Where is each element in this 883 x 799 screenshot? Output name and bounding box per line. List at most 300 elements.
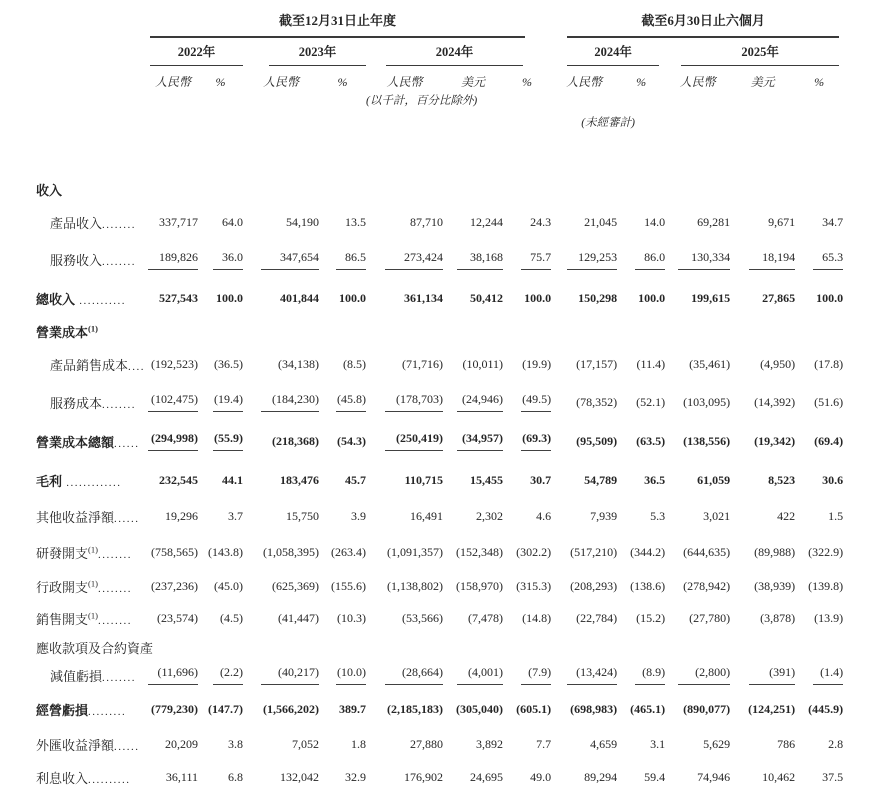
cell [665, 761, 730, 793]
cell-value: 1.5 [828, 509, 844, 523]
cell [730, 690, 795, 728]
cell [795, 660, 843, 690]
cell-value: 401,844 [280, 290, 319, 305]
cell-value: 59.4 [644, 769, 666, 784]
cell [551, 461, 617, 499]
footnote-ref: (1) [88, 544, 98, 555]
cell [551, 345, 617, 383]
cell-value: (23,574) [157, 610, 198, 625]
cell-value: 347,654 [261, 250, 319, 270]
dot-leader: ........... [75, 294, 127, 307]
cell-value: 37.5 [822, 769, 844, 784]
cell-value: (644,635) [683, 544, 731, 559]
cell [198, 499, 243, 534]
cell-value: (52.1) [636, 394, 666, 409]
cell [243, 728, 319, 761]
cell-value: (758,565) [151, 544, 198, 559]
cell [243, 570, 319, 602]
cell-value: (124,251) [748, 701, 796, 716]
cell [503, 570, 551, 602]
cell-value: (19.4) [213, 392, 243, 412]
table-row [36, 345, 843, 383]
cell [730, 383, 795, 421]
cell [551, 634, 617, 660]
period-annual-title: 截至12月31日止年度 [150, 10, 525, 38]
cell [319, 204, 366, 241]
cell-value: (4.5) [220, 610, 243, 625]
cell [148, 534, 198, 570]
cell-value: (55.9) [213, 431, 243, 451]
cell [319, 728, 366, 761]
dot-leader: ........ [97, 582, 132, 595]
cell [551, 174, 617, 204]
cell [148, 204, 198, 241]
unit-header: 人民幣 [679, 75, 716, 89]
row-label-text: 利息收入 [36, 770, 89, 786]
cell-value: (138.6) [630, 578, 666, 593]
cell [617, 728, 665, 761]
table-row [36, 570, 843, 602]
cell-value: 189,826 [148, 250, 198, 270]
cell-value: (13.9) [814, 610, 844, 625]
cell [617, 570, 665, 602]
unit-header-row [36, 66, 843, 92]
cell-value: (71,716) [402, 356, 443, 371]
cell [617, 602, 665, 634]
cell-value: (8.5) [343, 356, 366, 371]
cell-value: (78,352) [576, 394, 618, 409]
cell [503, 241, 551, 278]
cell [665, 602, 730, 634]
cell [617, 534, 665, 570]
cell [366, 534, 443, 570]
cell-value: 36,111 [165, 769, 198, 784]
cell [443, 174, 503, 204]
cell [551, 383, 617, 421]
cell [551, 690, 617, 728]
cell-value: (779,230) [151, 701, 198, 716]
year-header-2023: 2023年 [269, 42, 366, 66]
table-row [36, 174, 843, 204]
row-label-text: 服務成本 [50, 395, 103, 411]
table-row [36, 761, 843, 793]
cell [148, 278, 198, 318]
cell-value: 7.7 [536, 737, 552, 751]
cell [198, 345, 243, 383]
cell-value: (152,348) [456, 544, 503, 559]
cell-value: (322.9) [808, 544, 844, 559]
cell [148, 728, 198, 761]
cell [795, 602, 843, 634]
cell [366, 278, 443, 318]
row-label-text: 其他收益淨額 [36, 510, 115, 525]
dot-leader: ...... [114, 513, 140, 525]
cell [366, 241, 443, 278]
cell-value: (315.3) [516, 578, 552, 593]
cell-value: 32.9 [345, 769, 366, 784]
cell-value: 2.8 [828, 737, 844, 751]
cell-value: 86.0 [635, 250, 665, 270]
cell [319, 421, 366, 461]
cell [148, 174, 198, 204]
cell-value: 14.0 [644, 215, 666, 229]
cell [795, 241, 843, 278]
cell [366, 383, 443, 421]
unit-header: % [215, 75, 226, 89]
cell [665, 499, 730, 534]
cell-value: 15,750 [286, 509, 319, 523]
cell [795, 345, 843, 383]
cell [443, 761, 503, 793]
cell [665, 241, 730, 278]
table-row [36, 660, 843, 690]
cell-value: (27,780) [689, 610, 731, 625]
year-header-2024-interim: 2024年 [567, 42, 659, 66]
cell [503, 174, 551, 204]
dot-leader: ........ [102, 671, 137, 684]
spacer-cell [36, 92, 366, 114]
row-label [36, 634, 154, 660]
row-label-text: 營業成本 [36, 325, 89, 340]
cell [551, 499, 617, 534]
cell-value: (95,509) [576, 433, 618, 448]
cell [795, 570, 843, 602]
cell-value: 30.6 [822, 472, 844, 487]
cell [795, 728, 843, 761]
cell-value: 4.6 [536, 509, 552, 523]
table-body [36, 174, 843, 793]
cell-value: (278,942) [683, 578, 731, 593]
cell [443, 345, 503, 383]
row-label [36, 761, 148, 793]
cell [319, 690, 366, 728]
cell [665, 174, 730, 204]
cell [551, 728, 617, 761]
cell-value: 86.5 [336, 250, 366, 270]
cell [148, 602, 198, 634]
cell [443, 690, 503, 728]
cell-value: 8,523 [768, 472, 796, 487]
cell [319, 318, 366, 345]
cell [503, 204, 551, 241]
cell [148, 660, 198, 690]
cell-value: 7,939 [590, 509, 618, 523]
row-label [36, 570, 148, 602]
table-row [36, 421, 843, 461]
table-row [36, 383, 843, 421]
cell [243, 461, 319, 499]
cell [319, 602, 366, 634]
cell-value: (263.4) [331, 544, 366, 559]
row-label-text: 應收款項及合約資產 [36, 640, 154, 656]
cell-value: 15,455 [470, 472, 503, 487]
cell-value: (294,998) [148, 431, 198, 451]
cell-value: 10,462 [762, 769, 796, 784]
row-label [36, 461, 148, 499]
row-label-text: 減值虧損 [50, 668, 103, 684]
cell-value: (45.0) [214, 578, 243, 593]
cell [443, 318, 503, 345]
cell [617, 241, 665, 278]
spacer-cell [36, 8, 148, 38]
cell [243, 345, 319, 383]
cell [503, 728, 551, 761]
cell-value: 1.8 [351, 737, 366, 751]
cell [795, 634, 843, 660]
unit-header: % [522, 75, 533, 89]
table-row [36, 461, 843, 499]
cell-value: (4,001) [457, 665, 503, 685]
cell-value: 273,424 [385, 250, 443, 270]
cell [198, 602, 243, 634]
cell-value: (605.1) [516, 701, 552, 716]
cell [665, 345, 730, 383]
row-label [36, 421, 148, 461]
cell-value: 183,476 [280, 472, 319, 487]
cell-value: (192,523) [151, 356, 198, 371]
cell [730, 602, 795, 634]
table-row [36, 634, 843, 660]
cell-value: (11,696) [148, 665, 198, 685]
cell [366, 318, 443, 345]
cell [503, 383, 551, 421]
cell [148, 634, 198, 660]
cell-value: (2,185,183) [387, 701, 443, 716]
cell [795, 174, 843, 204]
dot-leader: ...... [114, 741, 140, 753]
cell [617, 318, 665, 345]
cell [243, 634, 319, 660]
cell-value: 34.7 [822, 215, 844, 229]
cell-value: (15.2) [636, 610, 666, 625]
row-label-text: 營業成本總額 [36, 434, 115, 450]
cell [366, 174, 443, 204]
cell [198, 461, 243, 499]
dot-leader: ......... [88, 705, 127, 718]
cell [319, 570, 366, 602]
cell [551, 761, 617, 793]
cell-value: 18,194 [749, 250, 795, 270]
cell-value: (41,447) [278, 610, 319, 625]
footnote-ref: (1) [88, 578, 98, 589]
cell [319, 383, 366, 421]
cell [243, 690, 319, 728]
cell [443, 602, 503, 634]
cell-value: (1,566,202) [263, 701, 319, 716]
cell [617, 174, 665, 204]
cell-value: 3,892 [476, 737, 503, 751]
cell-value: 132,042 [280, 769, 319, 784]
cell-value: (53,566) [402, 610, 443, 625]
cell-value: (38,939) [754, 578, 796, 593]
spacer-cell [551, 92, 843, 114]
cell-value: 30.7 [530, 472, 552, 487]
cell-value: 100.0 [216, 290, 243, 305]
cell-value: 54,789 [584, 472, 618, 487]
cell [617, 634, 665, 660]
table-row [36, 241, 843, 278]
cell [795, 204, 843, 241]
cell-value: 49.0 [530, 769, 552, 784]
cell-value: (158,970) [456, 578, 503, 593]
cell-value: (445.9) [808, 701, 844, 716]
row-label [36, 278, 148, 318]
cell-value: (155.6) [331, 578, 366, 593]
cell [198, 174, 243, 204]
cell-value: 527,543 [159, 290, 198, 305]
cell-value: (184,230) [261, 392, 319, 412]
cell [366, 660, 443, 690]
spacer-cell [36, 114, 551, 140]
row-label-text: 行政開支 [36, 579, 89, 595]
row-label-text: 研發開支 [36, 545, 89, 561]
cell-value: (17.8) [814, 356, 844, 371]
cell-value: (698,983) [570, 701, 618, 716]
table-row [36, 728, 843, 761]
row-label-text: 服務收入 [50, 253, 103, 268]
cell [730, 241, 795, 278]
cell-value: 3.7 [228, 509, 243, 523]
cell-value: (178,703) [385, 392, 443, 412]
cell [243, 278, 319, 318]
cell [443, 660, 503, 690]
cell-value: (208,293) [570, 578, 618, 593]
cell-value: (34,138) [278, 356, 319, 371]
cell-value: 13.5 [345, 215, 366, 229]
cell [319, 241, 366, 278]
row-label-text: 產品銷售成本 [50, 357, 129, 373]
cell [198, 690, 243, 728]
cell [503, 318, 551, 345]
cell-value: 12,244 [470, 215, 503, 229]
cell [503, 534, 551, 570]
row-label [36, 728, 148, 761]
cell-value: (7,478) [468, 610, 503, 625]
cell-value: 50,412 [470, 290, 503, 305]
cell [319, 761, 366, 793]
cell [243, 602, 319, 634]
cell-value: (1,138,802) [387, 578, 443, 593]
row-label [36, 499, 148, 534]
cell-value: (54.3) [337, 433, 366, 448]
cell [551, 570, 617, 602]
cell-value: (143.8) [208, 544, 243, 559]
cell [665, 318, 730, 345]
cell [665, 383, 730, 421]
unaudited-note: (未經審計) [581, 117, 635, 129]
row-label [36, 660, 148, 690]
cell-value: 54,190 [286, 215, 319, 229]
cell-value: (625,369) [272, 578, 319, 593]
cell [795, 383, 843, 421]
cell [319, 499, 366, 534]
row-label-text: 產品收入 [50, 216, 103, 231]
cell [617, 761, 665, 793]
cell-value: 87,710 [410, 215, 443, 229]
cell [243, 174, 319, 204]
cell [795, 499, 843, 534]
cell [198, 761, 243, 793]
footnote-ref: (1) [88, 610, 98, 621]
cell [148, 318, 198, 345]
dot-leader: ........ [97, 548, 132, 561]
cell-value: (391) [749, 665, 795, 685]
dot-leader: ........ [97, 614, 132, 627]
cell [551, 602, 617, 634]
cell-value: (10.0) [336, 665, 366, 685]
cell-value: (3,878) [760, 610, 796, 625]
footnote-ref: (1) [88, 323, 98, 334]
cell [366, 690, 443, 728]
cell [730, 421, 795, 461]
table-row [36, 278, 843, 318]
cell [366, 421, 443, 461]
spacer-cell [36, 66, 148, 92]
cell [198, 421, 243, 461]
cell-value: (250,419) [385, 431, 443, 451]
cell-value: (103,095) [683, 394, 731, 409]
cell [665, 634, 730, 660]
cell-value: (19,342) [754, 433, 796, 448]
cell [551, 660, 617, 690]
cell [443, 461, 503, 499]
cell-value: (45.8) [336, 392, 366, 412]
cell [319, 174, 366, 204]
cell [503, 660, 551, 690]
table-row [36, 602, 843, 634]
cell-value: (7.9) [521, 665, 551, 685]
cell-value: 3,021 [703, 509, 731, 523]
cell-value: (302.2) [516, 544, 552, 559]
cell-value: (69.3) [521, 431, 551, 451]
cell [198, 728, 243, 761]
cell-value: (51.6) [814, 394, 844, 409]
cell [551, 241, 617, 278]
row-label [36, 690, 148, 728]
cell [443, 570, 503, 602]
cell [730, 761, 795, 793]
cell [319, 634, 366, 660]
cell [148, 461, 198, 499]
cell [243, 204, 319, 241]
cell-value: 232,545 [159, 472, 198, 487]
cell-value: 199,615 [691, 290, 731, 305]
cell [503, 634, 551, 660]
row-label [36, 318, 148, 345]
cell [443, 728, 503, 761]
cell [366, 204, 443, 241]
cell-value: 110,715 [404, 472, 443, 487]
cell [443, 499, 503, 534]
cell-value: (1,058,395) [263, 544, 319, 559]
row-label-text: 總收入 [36, 291, 76, 307]
cell-value: 2,302 [476, 509, 503, 523]
cell [617, 204, 665, 241]
cell-value: 27,880 [410, 737, 443, 751]
cell-value: 100.0 [339, 290, 366, 305]
cell-value: 9,671 [768, 215, 796, 229]
cell [148, 499, 198, 534]
cell [503, 602, 551, 634]
table-row [36, 690, 843, 728]
cell-value: (14,392) [754, 394, 796, 409]
year-header-row [36, 38, 843, 66]
cell-value: (218,368) [272, 433, 319, 448]
period-interim-title: 截至6月30日止六個月 [567, 10, 839, 38]
cell-value: (4,950) [760, 356, 796, 371]
cell [730, 278, 795, 318]
cell-value: 24,695 [470, 769, 503, 784]
